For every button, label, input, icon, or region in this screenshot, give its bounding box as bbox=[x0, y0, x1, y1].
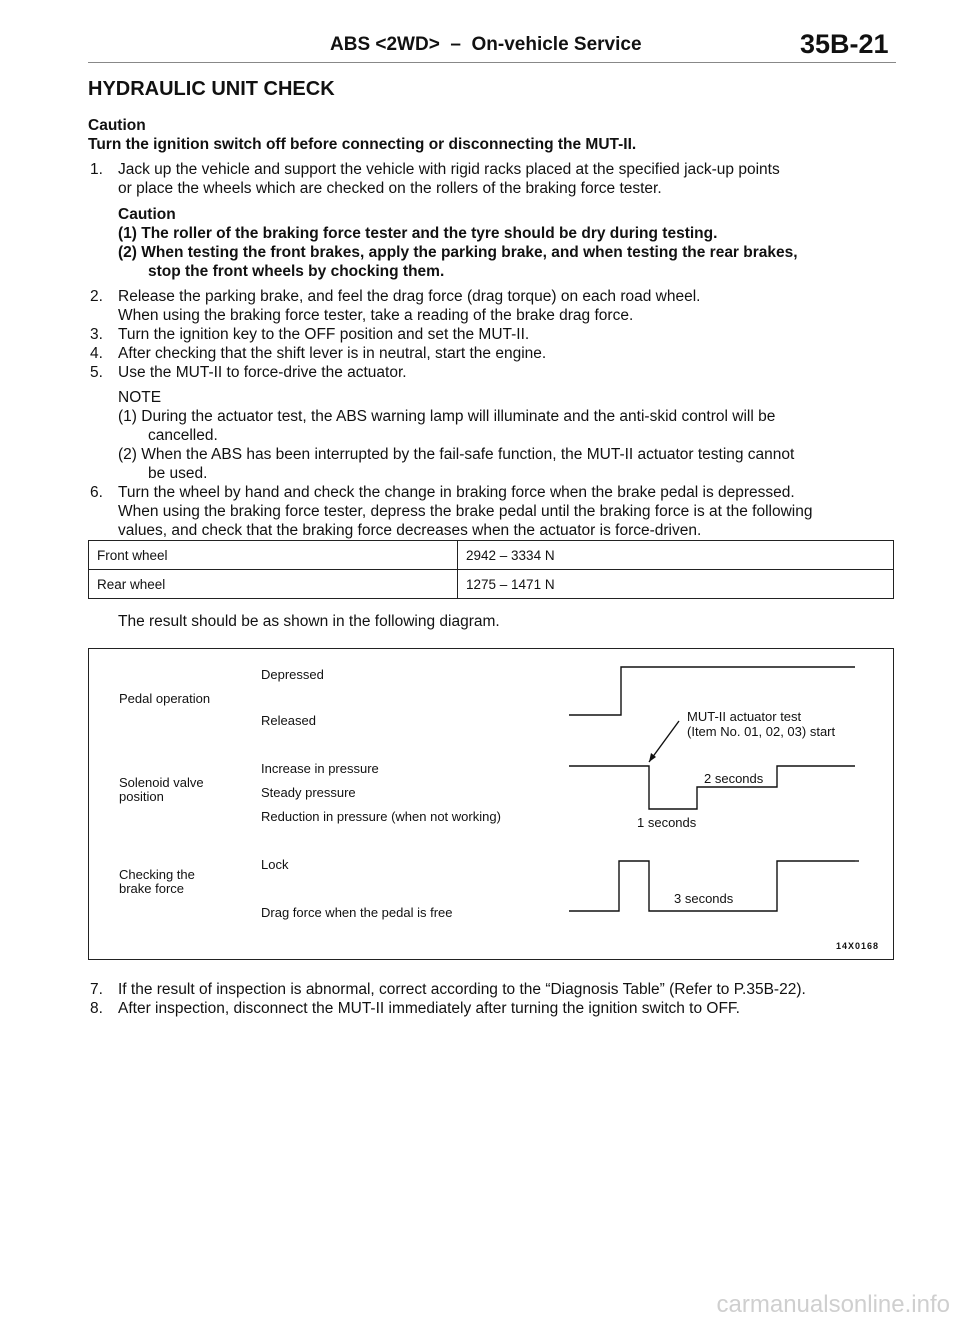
step-number: 3. bbox=[90, 326, 103, 343]
step-number: 2. bbox=[90, 288, 103, 305]
caution-item: (2) When testing the front brakes, apply the parking brake, and when testing the rear brakes, bbox=[118, 244, 798, 261]
braking-force-table bbox=[88, 540, 894, 599]
solenoid-label: Solenoid valve bbox=[119, 775, 204, 790]
caution-label: Caution bbox=[88, 117, 146, 134]
step-line: When using the braking force tester, depress the brake pedal until the braking force is at the following bbox=[118, 503, 813, 520]
note-label: NOTE bbox=[118, 389, 162, 406]
step-number: 6. bbox=[90, 484, 103, 501]
header-divider bbox=[88, 62, 896, 63]
step-line: Turn the wheel by hand and check the change in braking force when the brake pedal is depressed. bbox=[118, 484, 795, 501]
step-number: 8. bbox=[90, 1000, 103, 1017]
table-cell-item: Front wheel bbox=[89, 541, 458, 570]
two-seconds-label: 2 seconds bbox=[704, 771, 764, 786]
increase-label: Increase in pressure bbox=[261, 761, 379, 776]
step-line: Turn the ignition key to the OFF position and set the MUT-II. bbox=[118, 326, 530, 343]
lock-label: Lock bbox=[261, 857, 289, 872]
step-line: After checking that the shift lever is in neutral, start the engine. bbox=[118, 345, 547, 362]
reduction-label: Reduction in pressure (when not working) bbox=[261, 809, 501, 824]
step-number: 1. bbox=[90, 161, 103, 178]
caution-text: Turn the ignition switch off before connecting or disconnecting the MUT-II. bbox=[88, 136, 637, 153]
step-line: Use the MUT-II to force-drive the actuator. bbox=[118, 364, 407, 381]
step-line: Jack up the vehicle and support the vehicle with rigid racks placed at the specified jack-up points bbox=[118, 161, 780, 178]
released-label: Released bbox=[261, 713, 316, 728]
note-item: (2) When the ABS has been interrupted by the fail-safe function, the MUT-II actuator testing cannot bbox=[118, 446, 795, 463]
note-item-cont: be used. bbox=[148, 465, 208, 482]
section-title: HYDRAULIC UNIT CHECK bbox=[88, 78, 335, 100]
page-number: 35B-21 bbox=[800, 29, 889, 59]
caution-item: (1) The roller of the braking force tester and the tyre should be dry during testing. bbox=[118, 225, 718, 242]
table-cell-item: Rear wheel bbox=[89, 570, 458, 599]
note-item: (1) During the actuator test, the ABS warning lamp will illuminate and the anti-skid control will be bbox=[118, 408, 776, 425]
step-line: values, and check that the braking force decreases when the actuator is force-driven. bbox=[118, 522, 702, 539]
step-number: 5. bbox=[90, 364, 103, 381]
step-line: If the result of inspection is abnormal, correct according to the “Diagnosis Table” (Refer to P.35B-22). bbox=[118, 981, 806, 998]
three-seconds-label: 3 seconds bbox=[674, 891, 734, 906]
note-item-cont: cancelled. bbox=[148, 427, 218, 444]
step-number: 7. bbox=[90, 981, 103, 998]
step-line: Release the parking brake, and feel the drag force (drag torque) on each road wheel. bbox=[118, 288, 701, 305]
table-cell-value: 1275 – 1471 N bbox=[458, 570, 894, 599]
step-line: or place the wheels which are checked on the rollers of the braking force tester. bbox=[118, 180, 662, 197]
steady-label: Steady pressure bbox=[261, 785, 356, 800]
header-title: ABS <2WD> – On-vehicle Service bbox=[330, 34, 642, 55]
result-intro: The result should be as shown in the following diagram. bbox=[118, 613, 500, 630]
figure-id: 14X0168 bbox=[835, 941, 879, 951]
table-row bbox=[89, 541, 894, 570]
mut-test-label-cont: (Item No. 01, 02, 03) start bbox=[687, 724, 836, 739]
table-cell-value: 2942 – 3334 N bbox=[458, 541, 894, 570]
step-line: After inspection, disconnect the MUT-II immediately after turning the ignition switch to OFF. bbox=[118, 1000, 740, 1017]
caution-label: Caution bbox=[118, 206, 176, 223]
solenoid-label-cont: position bbox=[119, 789, 164, 804]
mut-test-label: MUT-II actuator test bbox=[687, 709, 802, 724]
table-row bbox=[89, 570, 894, 599]
caution-item-cont: stop the front wheels by chocking them. bbox=[148, 263, 445, 280]
one-seconds-label: 1 seconds bbox=[637, 815, 697, 830]
pedal-waveform bbox=[569, 667, 855, 715]
step-line: When using the braking force tester, take a reading of the brake drag force. bbox=[118, 307, 634, 324]
checking-label-cont: brake force bbox=[119, 881, 185, 896]
depressed-label: Depressed bbox=[261, 667, 324, 682]
checking-label: Checking the bbox=[119, 867, 195, 882]
step-number: 4. bbox=[90, 345, 103, 362]
drag-label: Drag force when the pedal is free bbox=[261, 905, 453, 920]
watermark: carmanualsonline.info bbox=[716, 1291, 950, 1318]
pedal-operation-label: Pedal operation bbox=[119, 691, 211, 706]
timing-diagram bbox=[88, 648, 894, 960]
